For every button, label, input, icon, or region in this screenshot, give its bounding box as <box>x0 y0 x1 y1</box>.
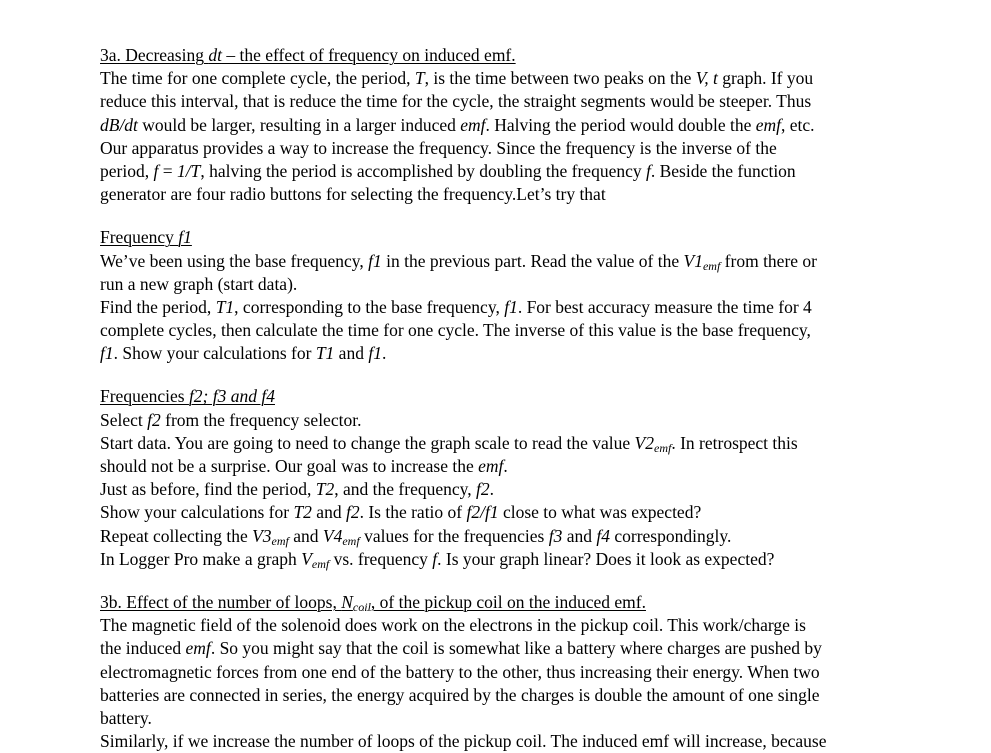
paragraph-line: run a new graph (start data). <box>100 273 298 294</box>
paragraph-line: electromagnetic forces from one end of the battery to the other, thus increasing their energy. When two <box>100 661 820 682</box>
spacer <box>100 365 940 385</box>
paragraph-line: f1. Show your calculations for T1 and f1. <box>100 343 387 364</box>
paragraph-line: In Logger Pro make a graph $V_{emf}$ vs. frequency f. Is your graph linear? Does it look as expected? <box>100 548 775 571</box>
paragraph-line: dB/dt would be larger, resulting in a larger induced emf. Halving the period would double the emf, etc. <box>100 114 815 135</box>
paragraph-line: Our apparatus provides a way to increase the frequency. Since the frequency is the inverse of the <box>100 137 777 158</box>
paragraph-line: generator are four radio buttons for selecting the frequency.Let’s try that <box>100 184 606 205</box>
paragraph-line: the induced emf. So you might say that the coil is somewhat like a battery where charges are pushed by <box>100 638 822 659</box>
paragraph-line: Find the period, T1, corresponding to the base frequency, f1. For best accuracy measure the time for 4 <box>100 296 812 317</box>
section-3b-heading: 3b. Effect of the number of loops, $N_{coil}$, of the pickup coil on the induced emf. <box>100 591 646 614</box>
section-3a-heading: 3a. Decreasing dt – the effect of frequency on induced emf. <box>100 45 516 65</box>
spacer <box>100 206 940 226</box>
paragraph-line: We’ve been using the base frequency, f1 in the previous part. Read the value of the $V1_{emf}$ from there or <box>100 250 817 273</box>
paragraph-line: The time for one complete cycle, the period, T, is the time between two peaks on the V, t graph. If you <box>100 68 814 89</box>
section-f234-heading: Frequencies f2; f3 and f4 <box>100 386 275 407</box>
paragraph-line: battery. <box>100 707 152 728</box>
paragraph-line: period, f = 1/T, halving the period is accomplished by doubling the frequency f. Beside the function <box>100 160 796 181</box>
paragraph-line: should not be a surprise. Our goal was to increase the emf. <box>100 456 508 476</box>
paragraph-line: complete cycles, then calculate the time for one cycle. The inverse of this value is the base frequency, <box>100 320 811 341</box>
paragraph-line: reduce this interval, that is reduce the time for the cycle, the straight segments would be steeper. Thus <box>100 91 812 112</box>
paragraph-line: Select f2 from the frequency selector. <box>100 409 362 430</box>
paragraph-line: Repeat collecting the $V3_{emf}$ and $V4_{emf}$ values for the frequencies f3 and f4 correspondingly. <box>100 525 732 548</box>
paragraph-line: batteries are connected in series, the energy acquired by the charges is double the amount of one single <box>100 684 820 705</box>
paragraph-line: Show your calculations for T2 and f2. Is the ratio of f2/f1 close to what was expected? <box>100 502 702 523</box>
paragraph-line-cut-off: Similarly, if we increase the number of loops of the pickup coil. The induced emf will increase, because <box>100 731 827 752</box>
paragraph-line: Start data. You are going to need to change the graph scale to read the value $V2_{emf}$. In retrospect this <box>100 432 798 455</box>
document-page <box>100 44 940 752</box>
paragraph-line: The magnetic field of the solenoid does work on the electrons in the pickup coil. This work/charge is <box>100 615 806 636</box>
section-f1-heading: Frequency f1 <box>100 227 192 248</box>
spacer <box>100 571 940 591</box>
paragraph-line: Just as before, find the period, T2, and the frequency, f2. <box>100 479 494 500</box>
